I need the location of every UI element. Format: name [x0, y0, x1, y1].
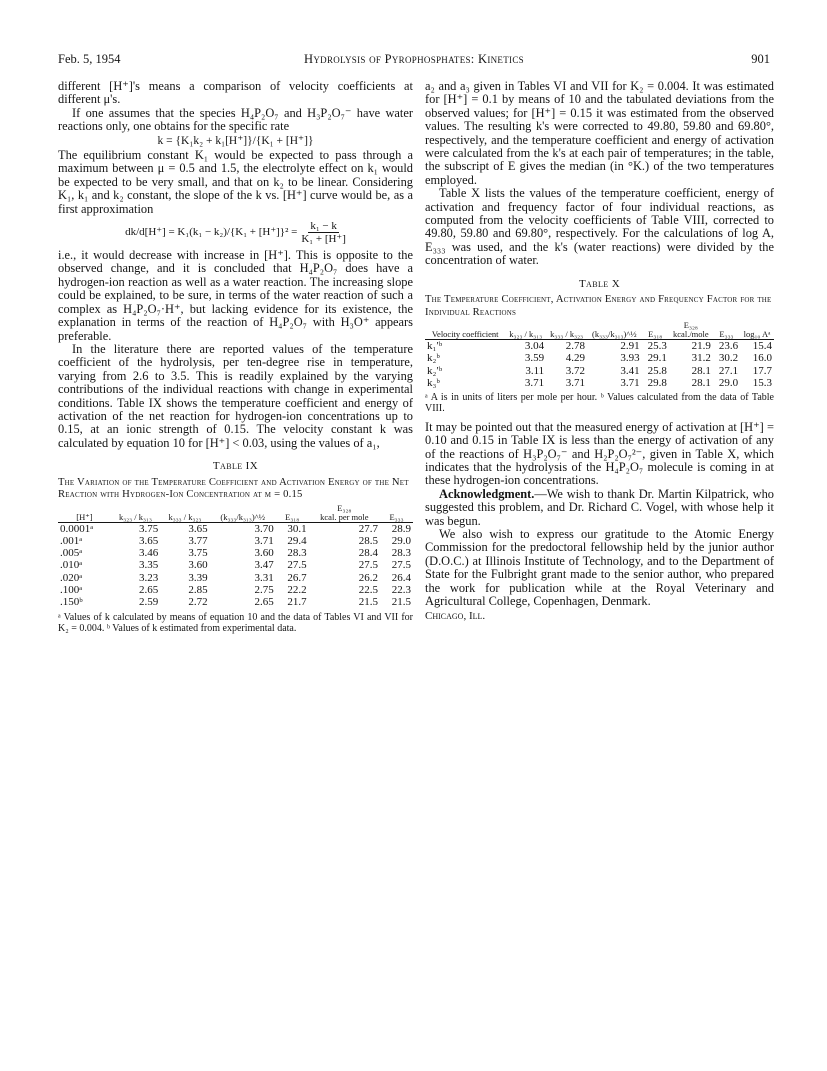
table-cell: 2.72: [188, 596, 208, 609]
table-cell: 3.71: [565, 376, 586, 389]
table-cell: 3.59: [524, 352, 545, 365]
table-cell: 3.47: [254, 559, 274, 572]
table-cell: 3.75: [138, 522, 159, 535]
table-cell: 3.39: [188, 571, 208, 584]
table10-header: E₃₃₃: [713, 321, 740, 340]
table-cell: 3.71: [254, 534, 274, 547]
table-cell: 25.8: [647, 364, 667, 377]
table9-unit: kcal. per mole: [320, 511, 369, 522]
table-cell: 28.9: [391, 522, 411, 535]
table-cell: 4.29: [565, 352, 586, 365]
table9-header: E₃₁₈: [276, 504, 309, 523]
table-cell: 30.1: [287, 522, 307, 535]
table9-row: [58, 547, 413, 559]
table-cell: 15.4: [752, 340, 772, 353]
table-cell: 2.91: [620, 340, 640, 353]
table-cell: 28.5: [358, 534, 379, 547]
table10-header: E₃₂₈ kcal./mole: [669, 321, 713, 340]
table9-footnote: ᵃ Values of k calculated by means of equation 10 and the data of Tables VI and VII for K₂ = 0.004. ᵇ Values of k estimated from experimental data.: [58, 611, 413, 634]
table9-caption: Table IX: [212, 460, 259, 473]
left-paragraph-2: If one assumes that the species H₄P₂O₇ and H₃P₂O₇⁻ have water reactions only, one obtains for the specific rate: [58, 105, 413, 134]
table10: [425, 321, 774, 389]
table-cell: 30.2: [718, 352, 739, 365]
table-cell: k₂′ᵇ: [427, 364, 443, 377]
table-cell: 3.11: [525, 364, 545, 377]
table-cell: 22.3: [391, 584, 411, 597]
table10-header: Velocity coefficient: [425, 321, 505, 340]
table-cell: k₁′ᵇ: [427, 340, 443, 353]
table-cell: 26.4: [391, 571, 411, 584]
table-cell: 0.0001ᵃ: [60, 522, 94, 535]
table9-header: k₃₃₃ / k₃₂₃: [160, 504, 209, 523]
table-cell: 22.2: [287, 584, 307, 597]
table-cell: 2.65: [138, 584, 159, 597]
table-cell: 28.4: [358, 547, 379, 560]
table-cell: 26.2: [358, 571, 379, 584]
table9-title: The Variation of the Temperature Coefficient and Activation Energy of the Net Reaction with Hydrogen-Ion Concentration at μ = 0.15: [58, 476, 409, 501]
equation-rate: k = {K₁k₂ + k₁[H⁺]}/{K₁ + [H⁺]}: [157, 134, 314, 147]
table-cell: .001ᵃ: [60, 534, 83, 547]
right-column: [425, 80, 774, 624]
table-cell: 3.71: [620, 376, 640, 389]
table-cell: 29.4: [287, 534, 307, 547]
equation-slope: [58, 220, 413, 245]
table-cell: 23.6: [718, 340, 739, 353]
left-column: [58, 80, 413, 634]
table-cell: 25.3: [647, 340, 667, 353]
table10-header: k₃₂₃ / k₃₁₃: [505, 321, 546, 340]
table-cell: 3.65: [138, 534, 159, 547]
equation-slope-fraction: [301, 220, 346, 245]
table-cell: 15.3: [752, 376, 772, 389]
table-cell: 3.75: [188, 547, 208, 560]
table9-body: [58, 522, 413, 609]
table-cell: .020ᵃ: [60, 571, 83, 584]
table-cell: 17.7: [752, 364, 772, 377]
table10-unit: kcal./mole: [673, 329, 709, 340]
table-cell: 2.75: [254, 584, 274, 597]
table-cell: 29.8: [647, 376, 667, 389]
table-cell: 29.1: [647, 352, 667, 365]
table9: [58, 504, 413, 609]
table-cell: 3.71: [524, 376, 545, 389]
table-cell: 3.41: [620, 364, 640, 377]
table-cell: 16.0: [752, 352, 772, 365]
table-cell: 27.5: [358, 559, 379, 572]
table-cell: 2.85: [188, 584, 208, 597]
acknowledgment-heading: Acknowledgment.: [439, 486, 535, 501]
table-cell: k₂ᵇ: [427, 352, 440, 365]
page-number: 901: [751, 52, 770, 66]
table10-row: [425, 377, 774, 389]
table-cell: 3.65: [188, 522, 208, 535]
author-location: Chicago, Ill.: [425, 610, 486, 623]
table10-header: E₃₁₈: [642, 321, 669, 340]
table-cell: 3.60: [254, 547, 274, 560]
left-paragraph-4: i.e., it would decrease with increase in [H⁺]. This is opposite to the observed change, and it is concluded that H₄P₂O₇ does have a hydrogen-ion reaction as well as a water reaction. The increasing slope could be explained, to be sure, in terms of the water reaction of such a complex as H₄P₂O₇·H⁺, but lacking evidence for its existence, the explanation in terms of the reaction of H₄P₂O₇ with H₃O⁺ appears preferable.: [58, 248, 413, 343]
table-cell: 21.9: [691, 340, 711, 353]
running-header: [58, 52, 770, 68]
table10-title: The Temperature Coefficient, Activation Energy and Frequency Factor for the Individual Reactions: [425, 294, 772, 318]
table-cell: 31.2: [691, 352, 711, 365]
table10-row: [425, 365, 774, 377]
table-cell: 3.93: [620, 352, 640, 365]
table10-row: [425, 340, 774, 353]
table-cell: 27.5: [287, 559, 307, 572]
table-cell: 28.1: [691, 376, 711, 389]
table-cell: 3.70: [254, 522, 274, 535]
left-paragraph-3: The equilibrium constant K₁ would be expected to pass through a maximum between μ = 0.5 and 1.5, the electrolyte effect on k₁ would be expected to be very small, and that on k₂ to be linear. Considering K₁, k₁ and k₂ constant, the slope of the k vs. [H⁺] curve would be, as a first approximation: [58, 148, 413, 216]
table-cell: 21.7: [287, 596, 307, 609]
left-paragraph-1: different [H⁺]'s means a comparison of velocity coefficients at different μ's.: [58, 79, 413, 107]
acknowledgment-paragraph: [425, 488, 774, 528]
table10-header: k₃₃₃ / k₃₂₃: [546, 321, 587, 340]
table9-row: [58, 559, 413, 571]
table-cell: .005ᵃ: [60, 547, 83, 560]
table-cell: .100ᵃ: [60, 584, 83, 597]
table10-row: [425, 352, 774, 364]
fraction-denominator: K₁ + [H⁺]: [301, 233, 346, 246]
table-cell: 28.3: [287, 547, 307, 560]
table-cell: 3.31: [254, 571, 274, 584]
table-cell: 26.7: [287, 571, 307, 584]
table9-header: E₃₂₈ kcal. per mole: [309, 504, 380, 523]
equation-slope-left: dk/d[H⁺] = K₁(k₁ − k₂)/{K₁ + [H⁺]}² =: [125, 225, 298, 238]
table-cell: .150ᵇ: [60, 596, 83, 609]
table-cell: 3.23: [138, 571, 159, 584]
right-paragraph-3: It may be pointed out that the measured energy of activation at [H⁺] = 0.10 and 0.15 in Table IX is less than the energy of activation of any of the reactions of H₃P₂O₇⁻ and H₂P₂O₇²⁻, given in Table X, which indicates that the hydrolysis of the H₄P₂O₇ molecule is coming in at these hydrogen-ion concentrations.: [425, 419, 774, 488]
table9-row: [58, 572, 413, 584]
table9-row: [58, 522, 413, 535]
table-cell: k₃ᵇ: [427, 376, 440, 389]
table-cell: 2.78: [565, 340, 586, 353]
table-cell: 3.46: [138, 547, 159, 560]
table-cell: 21.5: [358, 596, 379, 609]
header-date: Feb. 5, 1954: [58, 52, 121, 66]
header-title: Hydrolysis of Pyrophosphates: Kinetics: [304, 52, 524, 66]
table9-header: (k₃₃₃/k₃₁₃)^½: [210, 504, 276, 523]
table-cell: 21.5: [391, 596, 411, 609]
table10-body: [425, 340, 774, 390]
table-cell: 28.1: [691, 364, 711, 377]
table-cell: 3.72: [565, 364, 586, 377]
table-cell: 3.60: [188, 559, 208, 572]
table-cell: 28.3: [391, 547, 411, 560]
right-paragraph-2: Table X lists the values of the temperature coefficient, energy of activation and frequency factor of four individual reactions, as computed from the velocity coefficients of Table VIII, corrected to 49.80, 59.80 and 69.80°, respectively. For the calculations of log A, E₃₃₃ was used, and the k's (water reactions) were divided by the concentration of water.: [425, 186, 774, 268]
table10-header: (k₃₃₃/k₃₁₃)^½: [587, 321, 642, 340]
table-cell: 22.5: [358, 584, 379, 597]
table-cell: 2.59: [138, 596, 159, 609]
right-paragraph-1: a₂ and a₃ given in Tables VI and VII for K₂ = 0.004. It was estimated for [H⁺] = 0.1 by means of 10 and the tabulated deviations from the observed values; for [H⁺] = 0.15 it was estimated from the observed values. The resulting k's were corrected to 49.80, 59.80 and 69.80°, respectively, and the temperature coefficient and energy of activation were calculated from the k's at each pair of temperatures; in the table, the subscript of E gives the median (in °K.) of the two temperatures employed.: [425, 79, 774, 187]
table9-header: E₃₃₃: [380, 504, 413, 523]
table9-row: [58, 535, 413, 547]
table-cell: 3.04: [524, 340, 545, 353]
table-cell: 2.65: [254, 596, 274, 609]
table9-row: [58, 596, 413, 608]
table9-header: [H⁺]: [58, 504, 111, 523]
table-cell: .010ᵃ: [60, 559, 83, 572]
table-cell: 3.35: [138, 559, 159, 572]
fraction-numerator: k₁ − k: [310, 220, 337, 233]
table10-footnote: ᵃ A is in units of liters per mole per hour. ᵇ Values calculated from the data of Table VIII.: [425, 392, 774, 415]
table-cell: 27.5: [391, 559, 411, 572]
table10-header: log₁₀ Aᵃ: [740, 321, 774, 340]
table9-header: k₃₂₃ / k₃₁₃: [111, 504, 160, 523]
table-cell: 27.1: [718, 364, 739, 377]
table10-caption: Table X: [578, 277, 621, 290]
table-cell: 29.0: [391, 534, 411, 547]
acknowledgment-body: —We wish to thank Dr. Martin Kilpatrick, who suggested this problem, and Dr. Richard C. Vogel, with whose help it was begun.: [425, 486, 774, 528]
table-cell: 3.77: [188, 534, 208, 547]
table-cell: 27.7: [358, 522, 379, 535]
table9-row: [58, 584, 413, 596]
right-paragraph-4: We also wish to express our gratitude to the Atomic Energy Commission for the predoctoral fellowship held by the junior author (D.O.C.) at Illinois Institute of Technology, and to the Department of State for the Fulbright grant made to the senior author, who prepared the work for publication while at the Royal Veterinary and Agricultural College, Copenhagen, Denmark.: [425, 526, 774, 608]
table-cell: 29.0: [718, 376, 739, 389]
left-paragraph-5: In the literature there are reported values of the temperature coefficient of the hydrolysis, per ten-degree rise in temperature, varying from 2.6 to 3.5. This is readily explained by the varying contributions of the individual reactions with change in experimental conditions. Table IX shows the temperature coefficient and energy of activation of the net reaction for hydrogen-ion concentrations up to 0.15, at an ionic strength of 0.15. The velocity constant k was calculated by equation 10 for [H⁺] < 0.03, using the values of a₁,: [58, 341, 413, 450]
